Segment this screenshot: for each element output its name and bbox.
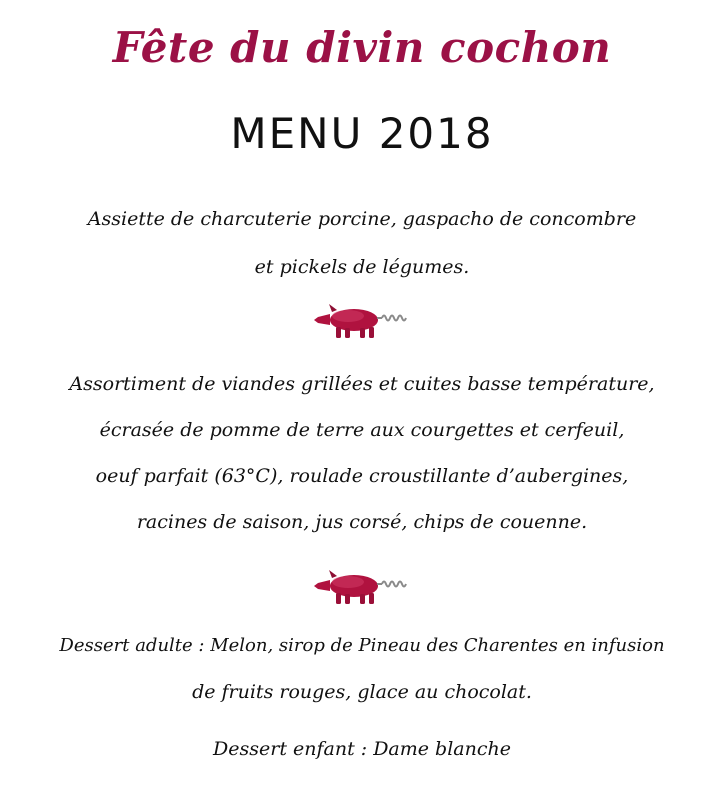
pig-corkscrew-icon [308,300,418,340]
main-line: racines de saison, jus corsé, chips de couenne. [136,511,588,533]
pig-corkscrew-icon [308,566,418,606]
pig-body [314,570,378,604]
menu-heading: MENU 2018 [230,109,494,158]
main-line: Assortiment de viandes grillées et cuites basse température, [69,373,655,395]
main-line: oeuf parfait (63°C), roulade croustillante d’aubergines, [95,465,629,487]
dessert-line: Dessert enfant : Dame blanche [213,738,511,760]
event-title: Fête du divin cochon [112,23,612,72]
starter-line: Assiette de charcuterie porcine, gaspacho de concombre [87,208,637,230]
dessert-line: de fruits rouges, glace au chocolat. [192,681,532,703]
dessert-line: Dessert adulte : Melon, sirop de Pineau des Charentes en infusion [59,635,665,656]
pig-body [314,304,378,338]
main-line: écrasée de pomme de terre aux courgettes et cerfeuil, [99,419,625,441]
starter-line: et pickels de légumes. [254,256,470,278]
